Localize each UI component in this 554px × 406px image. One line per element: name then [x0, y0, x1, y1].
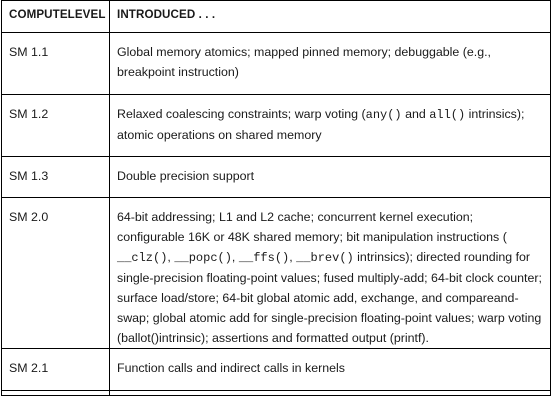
- introduced-text: Double precision support: [117, 169, 255, 183]
- header-introduced-label: INTRODUCED . . .: [117, 8, 216, 21]
- text-fragment: and: [401, 107, 430, 121]
- code-fragment: all(): [429, 108, 466, 122]
- code-fragment: __brev(): [296, 251, 354, 265]
- header-introduced: [110, 1, 551, 33]
- introduced-text: Global memory atomics; mapped pinned memory; debuggable (e.g., breakpoint instruction): [117, 45, 491, 79]
- level-label: SM 2.0: [9, 210, 49, 224]
- header-computelevel: [2, 1, 110, 33]
- level-label: SM 2.1: [9, 361, 49, 375]
- code-fragment: __popc(): [174, 251, 232, 265]
- cell-level: [2, 349, 110, 391]
- cell-introduced: [110, 157, 551, 198]
- introduced-text: [110, 95, 550, 145]
- code-fragment: __clz(): [117, 251, 168, 265]
- header-computelevel-label: COMPUTELEVEL: [9, 8, 106, 21]
- cell-level: [2, 33, 110, 95]
- cell-introduced: [110, 198, 551, 349]
- table-row: [2, 198, 551, 349]
- text-fragment: ,: [289, 250, 297, 264]
- table-row: [2, 33, 551, 95]
- cell-level: [2, 198, 110, 349]
- table-row: [2, 95, 551, 157]
- introduced-text: [110, 198, 550, 348]
- text-fragment: ,: [167, 250, 175, 264]
- table-row: [2, 157, 551, 198]
- cell-level: [2, 95, 110, 157]
- text-fragment: 64-bit addressing; L1 and L2 cache; concurrent kernel execution; configurable 16K or 48K shared memory; bit manipulation instructions (: [117, 210, 507, 244]
- cell-level-partial: [2, 391, 110, 396]
- text-fragment: Relaxed coalescing constraints; warp voting (: [117, 107, 366, 121]
- cell-introduced-partial: [110, 391, 551, 396]
- cell-introduced: [110, 95, 551, 157]
- compute-level-table: [1, 0, 551, 396]
- level-label: SM 1.2: [9, 107, 49, 121]
- text-fragment: intrinsics); directed rounding for single-precision floating-point values; fused multiply-add; 64-bit clock counter; surface load/store; 64-bit global atomic add, exchange, and compareand-swap; global atomic add for single-precision floating-point values; warp voting (ballot()intrinsic); assertions and formatted output (printf).: [117, 250, 542, 345]
- text-fragment: ,: [231, 250, 239, 264]
- code-fragment: __ffs(): [238, 251, 290, 265]
- table-row-partial: [2, 391, 551, 396]
- introduced-text: Function calls and indirect calls in kernels: [117, 361, 345, 375]
- level-label: SM 1.1: [9, 45, 49, 59]
- cell-introduced: [110, 349, 551, 391]
- table-row: [2, 349, 551, 391]
- text-fragment: intrinsics); atomic operations on shared memory: [117, 107, 525, 142]
- cell-level: [2, 157, 110, 198]
- table-header-row: [2, 1, 551, 33]
- cell-introduced: [110, 33, 551, 95]
- code-fragment: any(): [365, 108, 402, 122]
- level-label: SM 1.3: [9, 169, 49, 183]
